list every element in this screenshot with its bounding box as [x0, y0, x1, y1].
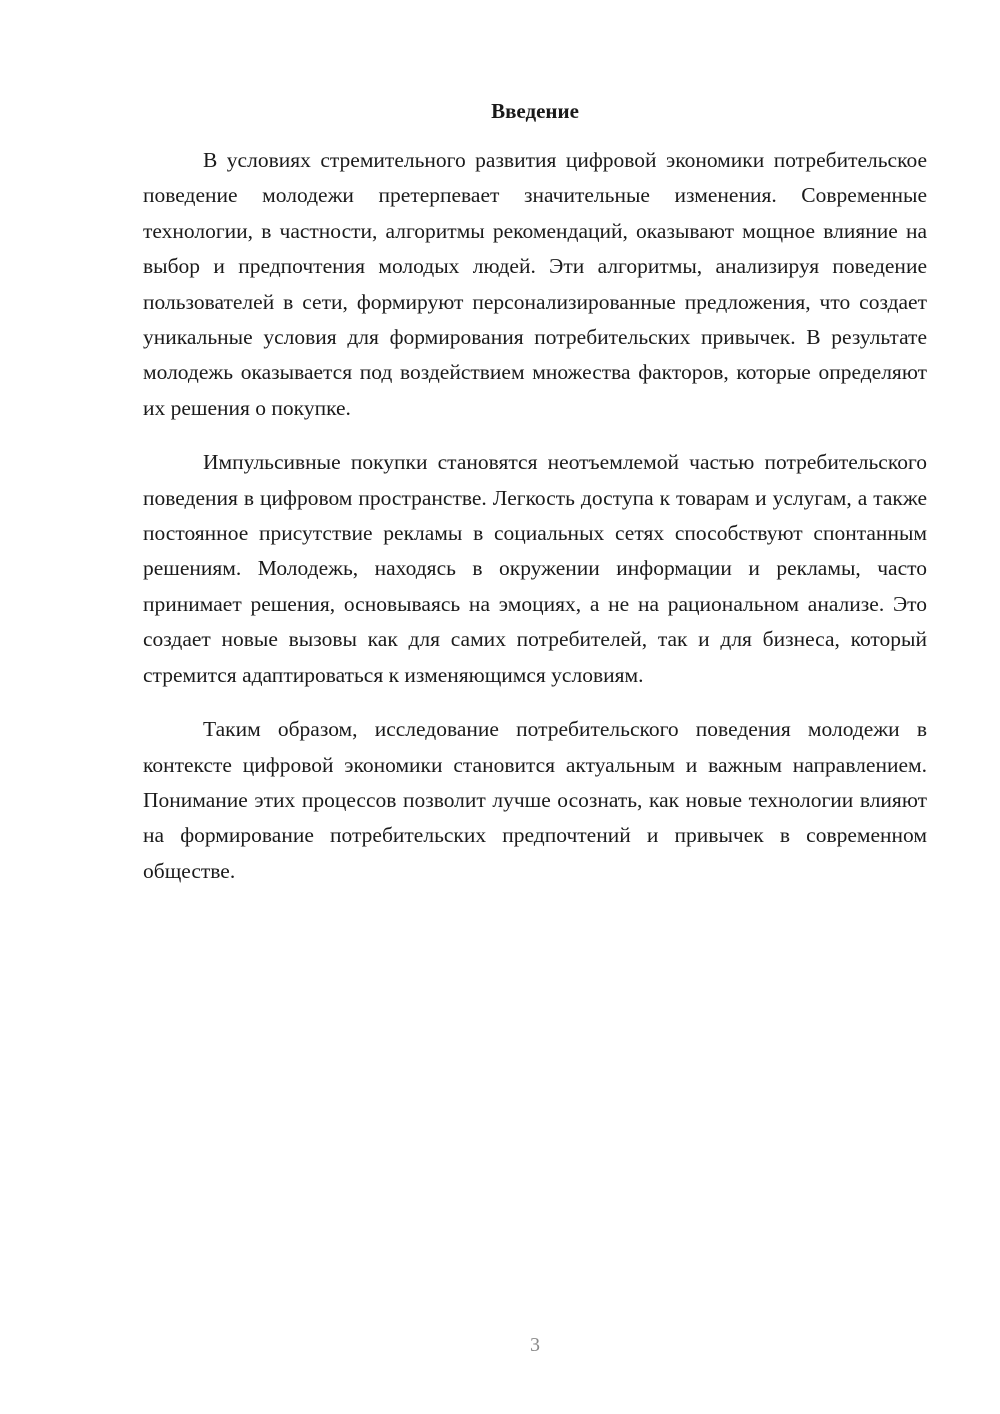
- paragraph: Таким образом, исследование потребительского поведения молодежи в контексте цифровой экономики становится актуальным и важным направлением. Понимание этих процессов позволит лучше осознать, как новые технологии влияют на формирование потребительских предпочтений и привычек в современном обществе.: [143, 717, 927, 883]
- paragraph: В условиях стремительного развития цифровой экономики потребительское поведение молодежи претерпевает значительные изменения. Современные технологии, в частности, алгоритмы рекомендаций, оказывают мощное влияние на выбор и предпочтения молодых людей. Эти алгоритмы, анализируя поведение пользователей в сети, формируют персонализированные предложения, что создает уникальные условия для формирования потребительских привычек. В результате молодежь оказывается под воздействием множества факторов, которые определяют их решения о покупке.: [143, 148, 927, 420]
- page-number: 3: [530, 1334, 540, 1356]
- body-text: [143, 143, 927, 908]
- section-title: Введение: [491, 99, 579, 123]
- paragraph: Импульсивные покупки становятся неотъемлемой частью потребительского поведения в цифровом пространстве. Легкость доступа к товарам и услугам, а также постоянное присутствие рекламы в социальных сетях способствуют спонтанным решениям. Молодежь, находясь в окружении информации и рекламы, часто принимает решения, основываясь на эмоциях, а не на рациональном анализе. Это создает новые вызовы как для самих потребителей, так и для бизнеса, который стремится адаптироваться к изменяющимся условиям.: [143, 450, 927, 687]
